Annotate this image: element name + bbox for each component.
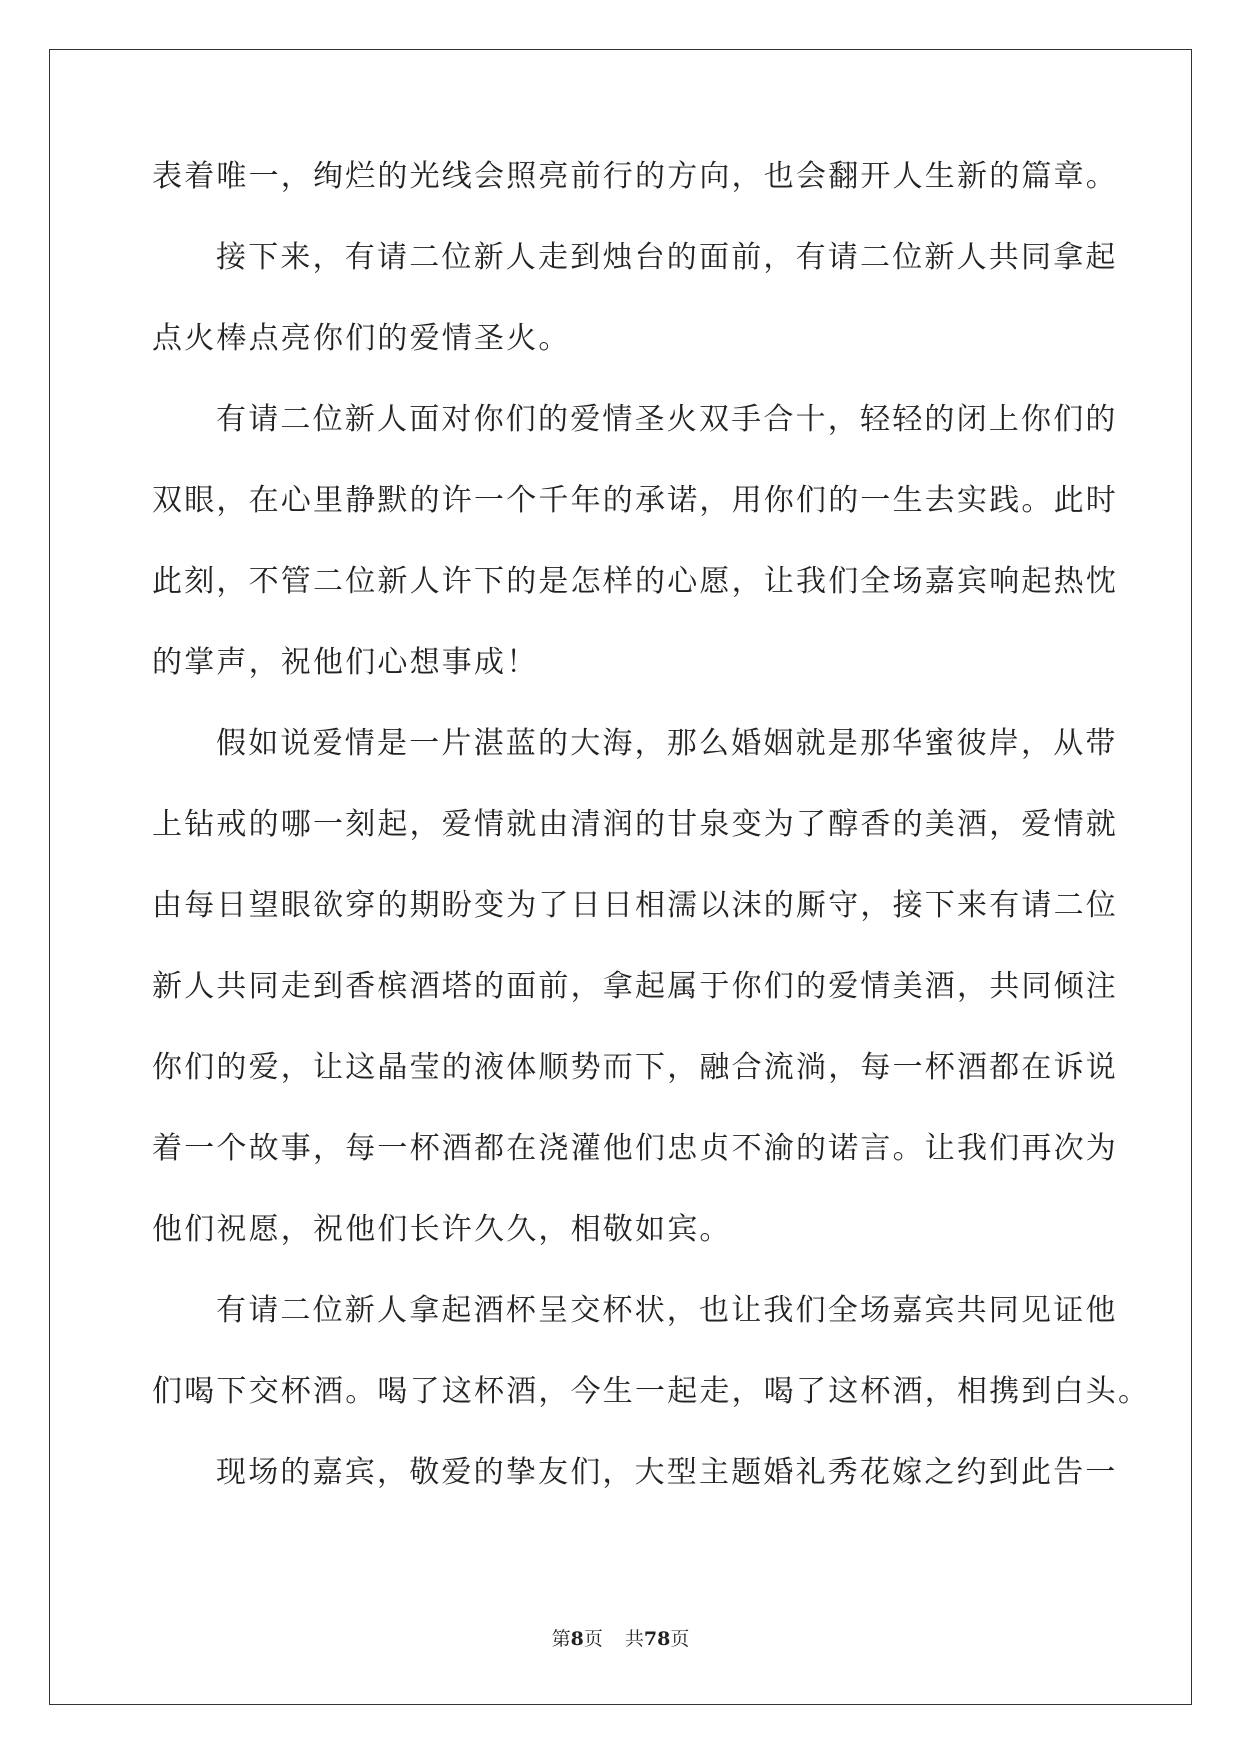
text-line: 此刻，不管二位新人许下的是怎样的心愿，让我们全场嘉宾响起热忱 bbox=[152, 564, 1118, 599]
text-line: 的掌声，祝他们心想事成！ bbox=[152, 645, 539, 680]
paragraph-first-line: 有请二位新人拿起酒杯呈交杯状，也让我们全场嘉宾共同见证他 bbox=[216, 1293, 1118, 1328]
paragraph-first-line: 接下来，有请二位新人走到烛台的面前，有请二位新人共同拿起 bbox=[216, 240, 1118, 275]
text-line: 由每日望眼欲穿的期盼变为了日日相濡以沫的厮守，接下来有请二位 bbox=[152, 888, 1118, 923]
text-line: 他们祝愿，祝他们长许久久，相敬如宾。 bbox=[152, 1212, 732, 1247]
text-line: 新人共同走到香槟酒塔的面前，拿起属于你们的爱情美酒，共同倾注 bbox=[152, 969, 1118, 1004]
page-footer bbox=[0, 1624, 1241, 1651]
total-pages: 78 bbox=[643, 1628, 671, 1650]
page-suffix: 页 bbox=[583, 1628, 603, 1650]
page-number: 8 bbox=[570, 1628, 584, 1650]
text-line: 表着唯一，绚烂的光线会照亮前行的方向，也会翻开人生新的篇章。 bbox=[152, 159, 1118, 194]
paragraph-first-line: 现场的嘉宾，敬爱的挚友们，大型主题婚礼秀花嫁之约到此告一 bbox=[216, 1455, 1118, 1490]
text-line: 上钻戒的哪一刻起，爱情就由清润的甘泉变为了醇香的美酒，爱情就 bbox=[152, 807, 1118, 842]
document-body bbox=[152, 159, 1151, 1539]
text-line: 们喝下交杯酒。喝了这杯酒，今生一起走，喝了这杯酒，相携到白头。 bbox=[152, 1374, 1151, 1409]
text-line: 双眼，在心里静默的许一个千年的承诺，用你们的一生去实践。此时 bbox=[152, 483, 1118, 518]
paragraph-first-line: 假如说爱情是一片湛蓝的大海，那么婚姻就是那华蜜彼岸，从带 bbox=[216, 726, 1118, 761]
page-prefix: 第 bbox=[551, 1628, 571, 1650]
paragraph-first-line: 有请二位新人面对你们的爱情圣火双手合十，轻轻的闭上你们的 bbox=[216, 402, 1118, 437]
total-prefix: 共 bbox=[624, 1628, 644, 1650]
text-line: 你们的爱，让这晶莹的液体顺势而下，融合流淌，每一杯酒都在诉说 bbox=[152, 1050, 1118, 1085]
text-line: 着一个故事，每一杯酒都在浇灌他们忠贞不渝的诺言。让我们再次为 bbox=[152, 1131, 1118, 1166]
total-suffix: 页 bbox=[670, 1628, 690, 1650]
text-line: 点火棒点亮你们的爱情圣火。 bbox=[152, 321, 571, 356]
